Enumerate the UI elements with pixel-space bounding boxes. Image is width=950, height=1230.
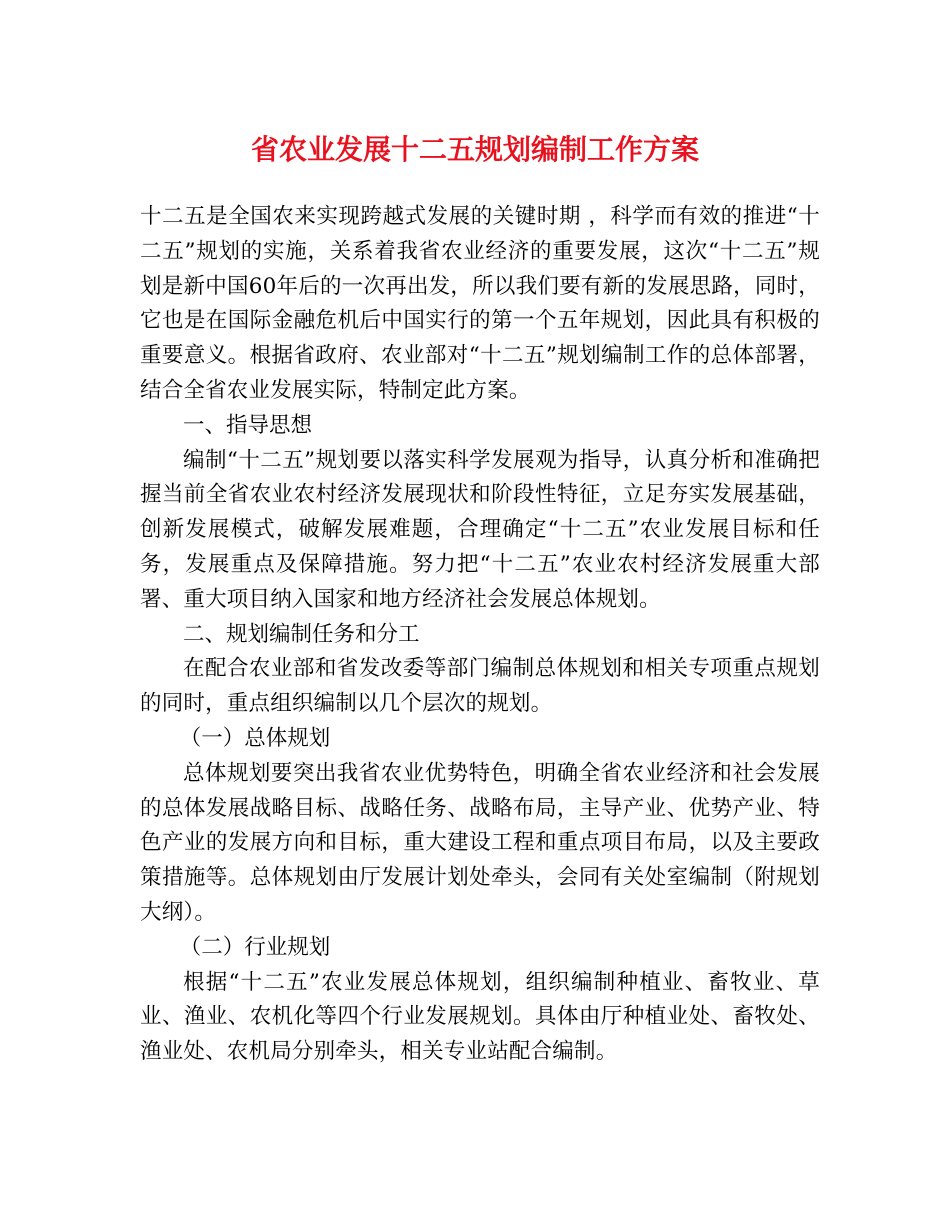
document-body (140, 200, 820, 1070)
industry-plan-paragraph: 根据“十二五”农业发展总体规划，组织编制种植业、畜牧业、草业、渔业、农机化等四个行业发展规划。具体由厅种植业处、畜牧处、渔业处、农机局分别牵头，相关专业站配合编制。 (140, 969, 820, 1065)
subsection-heading-industry-plan: （二）行业规划 (179, 934, 331, 960)
guiding-ideology-paragraph: 编制“十二五”规划要以落实科学发展观为指导，认真分析和准确把握当前全省农业农村经济发展现状和阶段性特征，立足夯实发展基础，创新发展模式，破解发展难题，合理确定“十二五”农业发展目标和任务，发展重点及保障措施。努力把“十二五”农业农村经济发展重大部署、重大项目纳入国家和地方经济社会发展总体规划。 (140, 447, 820, 612)
overall-plan-paragraph: 总体规划要突出我省农业优势特色，明确全省农业经济和社会发展的总体发展战略目标、战略任务、战略布局，主导产业、优势产业、特色产业的发展方向和目标，重大建设工程和重点项目布局，以及主要政策措施等。总体规划由厅发展计划处牵头，会同有关处室编制（附规划大纲）。 (140, 760, 820, 925)
section-heading-guiding-ideology: 一、指导思想 (183, 412, 313, 438)
document-title: 省农业发展十二五规划编制工作方案 (250, 133, 699, 166)
section-heading-tasks-division: 二、规划编制任务和分工 (183, 621, 420, 647)
intro-paragraph: 十二五是全国农来实现跨越式发展的关键时期 ，科学而有效的推进“十二五”规划的实施，关系着我省农业经济的重要发展，这次“十二五”规划是新中国60年后的一次再出发，所以我们要有新的发展思路，同时，它也是在国际金融危机后中国实行的第一个五年规划，因此具有积极的重要意义。根据省政府、农业部对“十二五”规划编制工作的总体部署，结合全省农业发展实际，特制定此方案。 (140, 204, 820, 403)
tasks-division-paragraph: 在配合农业部和省发改委等部门编制总体规划和相关专项重点规划的同时，重点组织编制以几个层次的规划。 (140, 656, 820, 717)
subsection-heading-overall-plan: （一）总体规划 (179, 725, 331, 751)
